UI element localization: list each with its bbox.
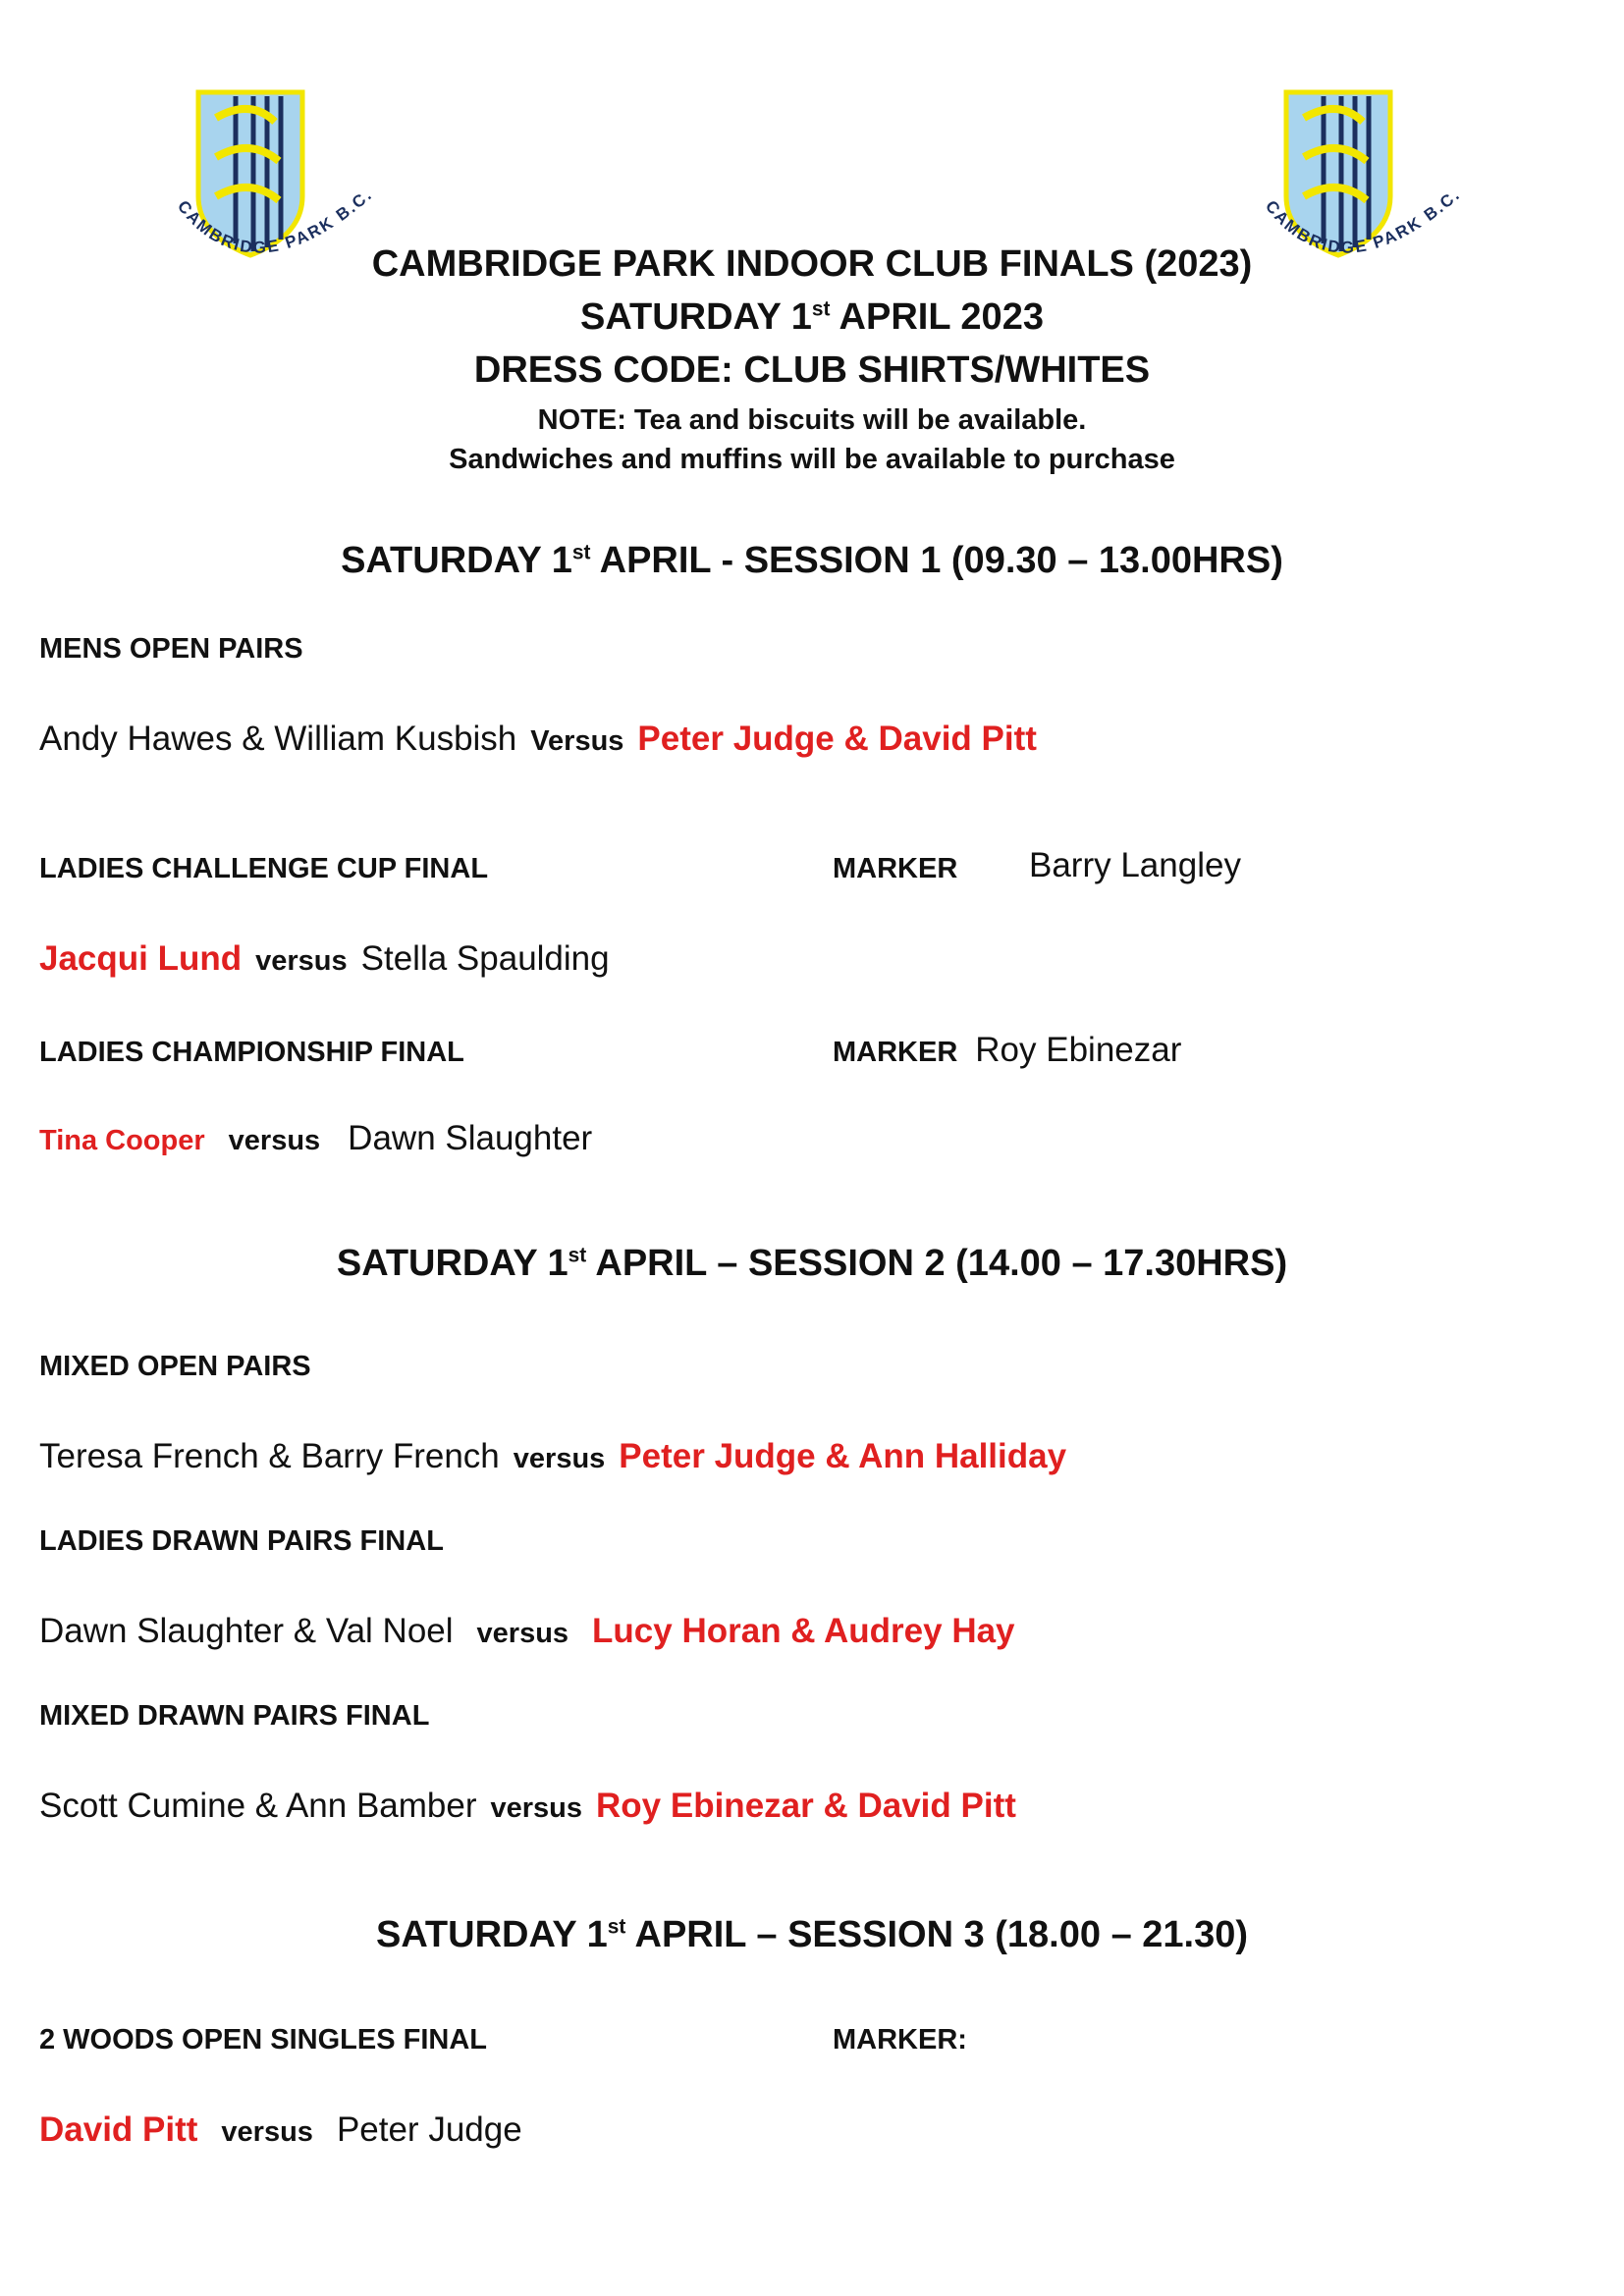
session-2-heading: SATURDAY 1st APRIL – SESSION 2 (14.00 – 17.30HRS)	[336, 1243, 1288, 1284]
ladies-challenge-title: LADIES CHALLENGE CUP FINAL	[39, 853, 489, 884]
match-versus: versus	[476, 1618, 569, 1649]
match-versus: versus	[221, 2116, 313, 2148]
mens-open-pairs-title: MENS OPEN PAIRS	[39, 633, 303, 665]
match-right-winner: Roy Ebinezar & David Pitt	[596, 1787, 1016, 1825]
ladies-championship-marker	[833, 1031, 1181, 1070]
match-left: Andy Hawes & William Kusbish	[39, 720, 517, 758]
match-right-winner: Peter Judge & Ann Halliday	[619, 1437, 1067, 1475]
match-versus: Versus	[530, 725, 624, 757]
match-versus: versus	[255, 945, 348, 977]
marker-name: Roy Ebinezar	[975, 1031, 1182, 1069]
dress-code: DRESS CODE: CLUB SHIRTS/WHITES	[473, 349, 1151, 391]
ladies-challenge-match	[39, 939, 610, 979]
mens-open-pairs-match	[39, 720, 1037, 759]
event-date: SATURDAY 1st APRIL 2023	[580, 296, 1044, 338]
page-title: CAMBRIDGE PARK INDOOR CLUB FINALS (2023)	[371, 243, 1253, 285]
ladies-challenge-marker-name: Barry Langley	[1029, 846, 1241, 884]
match-right-winner: Peter Judge & David Pitt	[637, 720, 1037, 758]
two-woods-singles-match	[39, 2110, 522, 2150]
two-woods-singles-title: 2 WOODS OPEN SINGLES FINAL	[39, 2024, 487, 2056]
ladies-championship-title: LADIES CHAMPIONSHIP FINAL	[39, 1037, 464, 1068]
match-versus: versus	[490, 1792, 583, 1824]
ladies-drawn-pairs-title: LADIES DRAWN PAIRS FINAL	[39, 1525, 444, 1557]
session-1-heading: SATURDAY 1st APRIL - SESSION 1 (09.30 – 13.00HRS)	[341, 540, 1283, 581]
mixed-drawn-pairs-title: MIXED DRAWN PAIRS FINAL	[39, 1700, 430, 1732]
ladies-drawn-pairs-match	[39, 1612, 1015, 1651]
logo-text-left: CAMBRIDGE PARK B.C.	[173, 185, 377, 257]
ladies-challenge-marker-label: MARKER	[833, 853, 958, 884]
match-right: Dawn Slaughter	[348, 1119, 593, 1157]
logo-text-right: CAMBRIDGE PARK B.C.	[1261, 185, 1465, 257]
match-versus: versus	[513, 1443, 606, 1474]
mixed-open-pairs-title: MIXED OPEN PAIRS	[39, 1351, 311, 1382]
match-left-winner: Tina Cooper	[39, 1125, 205, 1156]
match-left: Teresa French & Barry French	[39, 1437, 500, 1475]
two-woods-singles-marker-label: MARKER:	[833, 2024, 967, 2056]
match-versus: versus	[228, 1125, 321, 1156]
match-left-winner: Jacqui Lund	[39, 939, 243, 978]
session-3-heading: SATURDAY 1st APRIL – SESSION 3 (18.00 – 21.30)	[375, 1914, 1249, 1955]
ladies-championship-match	[39, 1119, 592, 1158]
match-right: Stella Spaulding	[360, 939, 610, 978]
match-right: Peter Judge	[336, 2110, 522, 2149]
match-left: Dawn Slaughter & Val Noel	[39, 1612, 454, 1650]
match-right-winner: Lucy Horan & Audrey Hay	[592, 1612, 1015, 1650]
marker-label: MARKER	[833, 1037, 958, 1068]
note-sandwiches: Sandwiches and muffins will be available to purchase	[449, 444, 1175, 475]
match-left: Scott Cumine & Ann Bamber	[39, 1787, 477, 1825]
match-left-winner: David Pitt	[39, 2110, 198, 2149]
mixed-drawn-pairs-match	[39, 1787, 1016, 1826]
mixed-open-pairs-match	[39, 1437, 1066, 1476]
note-tea: NOTE: Tea and biscuits will be available.	[537, 404, 1087, 436]
